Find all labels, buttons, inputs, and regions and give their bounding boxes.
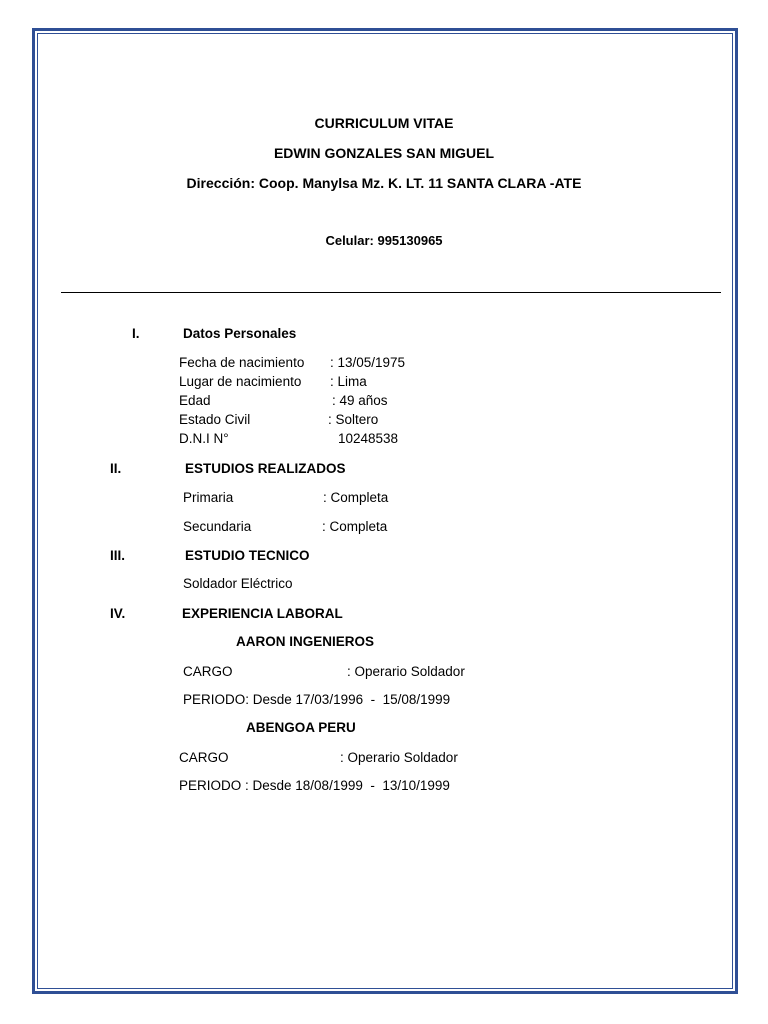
cargo-value: : Operario Soldador	[340, 750, 458, 765]
phone: Celular: 995130965	[325, 233, 443, 248]
field-value: : 13/05/1975	[330, 355, 406, 370]
person-name: EDWIN GONZALES SAN MIGUEL	[273, 145, 495, 161]
field-label: Estado Civil	[179, 412, 251, 427]
field-label: D.N.I N°	[179, 431, 229, 446]
field-value: : Completa	[322, 519, 388, 534]
cargo-label: CARGO	[179, 750, 229, 765]
period: PERIODO: Desde 17/03/1996 - 15/08/1999	[183, 692, 451, 707]
technical-item: Soldador Eléctrico	[183, 576, 293, 591]
section-title-personal: Datos Personales	[183, 326, 297, 341]
section-number: II.	[110, 461, 122, 476]
section-number: I.	[132, 326, 140, 341]
field-label: Edad	[179, 393, 211, 408]
field-value: : Completa	[323, 490, 389, 505]
section-number: III.	[110, 548, 126, 563]
cargo-label: CARGO	[183, 664, 233, 679]
field-label: Lugar de nacimiento	[179, 374, 302, 389]
field-label: Fecha de nacimiento	[179, 355, 305, 370]
separator-line	[61, 292, 721, 293]
section-title-studies: ESTUDIOS REALIZADOS	[185, 461, 346, 476]
company-name: AARON INGENIEROS	[236, 634, 375, 649]
address: Dirección: Coop. Manylsa Mz. K. LT. 11 SANTA CLARA -ATE	[186, 175, 582, 191]
company-name: ABENGOA PERU	[246, 720, 356, 735]
field-value: : 49 años	[332, 393, 388, 408]
section-title-technical: ESTUDIO TECNICO	[185, 548, 310, 563]
field-value: : Lima	[330, 374, 367, 389]
field-label: Primaria	[183, 490, 234, 505]
section-number: IV.	[110, 606, 126, 621]
section-title-experience: EXPERIENCIA LABORAL	[182, 606, 343, 621]
field-value: 10248538	[338, 431, 399, 446]
period: PERIODO : Desde 18/08/1999 - 13/10/1999	[179, 778, 450, 793]
document-title: CURRICULUM VITAE	[314, 115, 454, 131]
field-label: Secundaria	[183, 519, 252, 534]
field-value: : Soltero	[328, 412, 379, 427]
cargo-value: : Operario Soldador	[347, 664, 465, 679]
